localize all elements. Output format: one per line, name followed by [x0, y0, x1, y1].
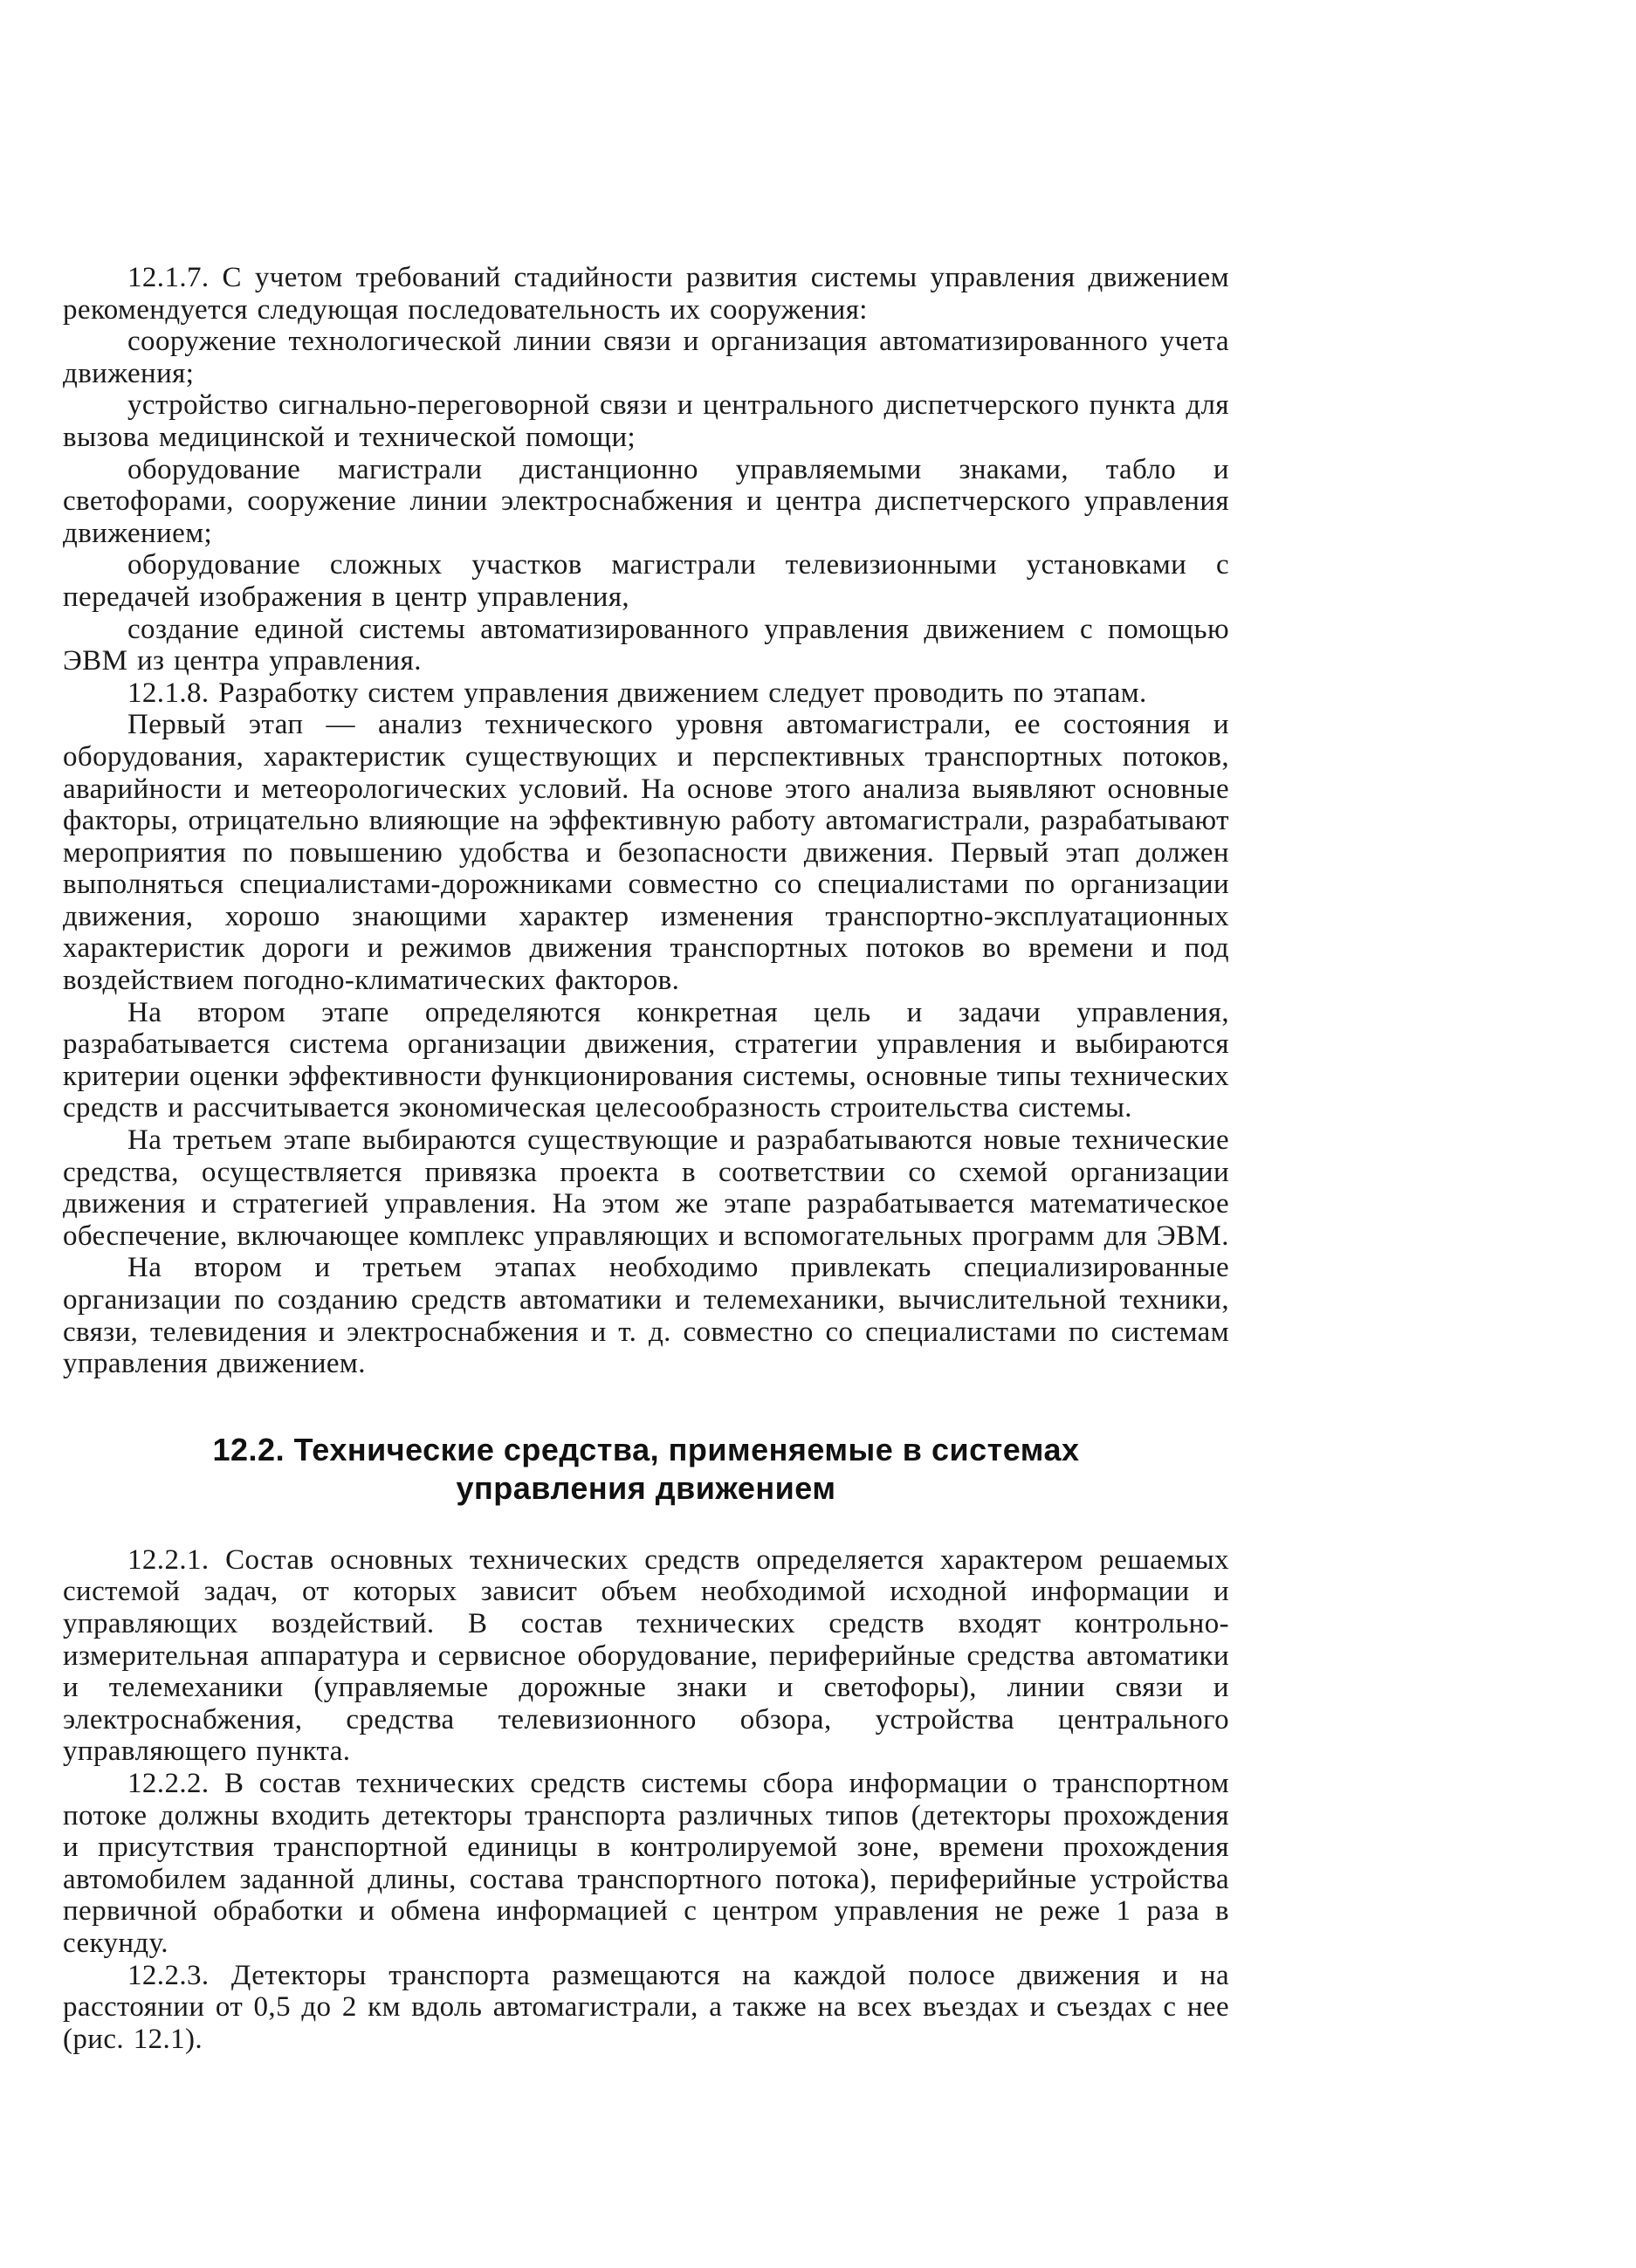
- section-heading-line-2: управления движением: [456, 1469, 836, 1506]
- paragraph-stage-3: На третьем этапе выбираются существующие и разрабатываются новые технические средства, осуществляется привязка проекта в соответствии со схемой организации движения и стратегией управления. На этом же этапе разрабатывается математическое обеспечение, включающее комплекс управляющих и вспомогательных программ для ЭВМ.: [63, 1124, 1229, 1252]
- section-12-2-body: [63, 1544, 1229, 2056]
- section-heading-line-1: 12.2. Технические средства, применяемые в системах: [212, 1431, 1080, 1467]
- section-12-1-body: [63, 262, 1229, 1380]
- list-item: оборудование сложных участков магистрали телевизионными установками с передачей изображения в центр управления,: [63, 549, 1229, 613]
- paragraph-stage-2: На втором этапе определяются конкретная цель и задачи управления, разрабатывается система организации движения, стратегии управления и выбираются критерии оценки эффективности функционирования системы, основные типы технических средств и рассчитывается экономическая целесообразность строительства системы.: [63, 996, 1229, 1124]
- paragraph-12-1-7: 12.1.7. С учетом требований стадийности развития системы управления движением рекомендуется следующая последовательность их сооружения:: [63, 262, 1229, 326]
- section-heading-12-2: [63, 1431, 1229, 1508]
- document-page: [63, 262, 1229, 2055]
- paragraph-stage-1: Первый этап — анализ технического уровня автомагистрали, ее состояния и оборудования, характеристик существующих и перспективных транспортных потоков, аварийности и метеорологических условий. На основе этого анализа выявляют основные факторы, отрицательно влияющие на эффективную работу автомагистрали, разрабатывают мероприятия по повышению удобства и безопасности движения. Первый этап должен выполняться специалистами-дорожниками совместно со специалистами по организации движения, хорошо знающими характер изменения транспортно-эксплуатационных характеристик дороги и режимов движения транспортных потоков во времени и под воздействием погодно-климатических факторов.: [63, 709, 1229, 997]
- paragraph-stages-2-3: На втором и третьем этапах необходимо привлекать специализированные организации по созданию средств автоматики и телемеханики, вычислительной техники, связи, телевидения и электроснабжения и т. д. совместно со специалистами по системам управления движением.: [63, 1252, 1229, 1380]
- list-item: устройство сигнально-переговорной связи и центрального диспетчерского пункта для вызова медицинской и технической помощи;: [63, 389, 1229, 453]
- list-item: сооружение технологической линии связи и организация автоматизированного учета движения;: [63, 326, 1229, 389]
- paragraph-12-2-1: 12.2.1. Состав основных технических средств определяется характером решаемых системой задач, от которых зависит объем необходимой исходной информации и управляющих воздействий. В состав технических средств входят контрольно-измерительная аппаратура и сервисное оборудование, периферийные средства автоматики и телемеханики (управляемые дорожные знаки и светофоры), линии связи и электроснабжения, средства телевизионного обзора, устройства центрального управляющего пункта.: [63, 1543, 1229, 1768]
- paragraph-12-2-3: 12.2.3. Детекторы транспорта размещаются на каждой полосе движения и на расстоянии от 0,5 до 2 км вдоль автомагистрали, а также на всех въездах и съездах с нее (рис. 12.1).: [63, 1959, 1229, 2055]
- paragraph-12-2-2: 12.2.2. В состав технических средств системы сбора информации о транспортном потоке должны входить детекторы транспорта различных типов (детекторы прохождения и присутствия транспортной единицы в контролируемой зоне, времени прохождения автомобилем заданной длины, состава транспортного потока), периферийные устройства первичной обработки и обмена информацией с центром управления не реже 1 раза в секунду.: [63, 1767, 1229, 1959]
- list-item: оборудование магистрали дистанционно управляемыми знаками, табло и светофорами, сооружение линии электроснабжения и центра диспетчерского управления движением;: [63, 453, 1229, 549]
- list-item: создание единой системы автоматизированного управления движением с помощью ЭВМ из центра управления.: [63, 613, 1229, 677]
- paragraph-12-1-8: 12.1.8. Разработку систем управления движением следует проводить по этапам.: [127, 677, 1147, 709]
